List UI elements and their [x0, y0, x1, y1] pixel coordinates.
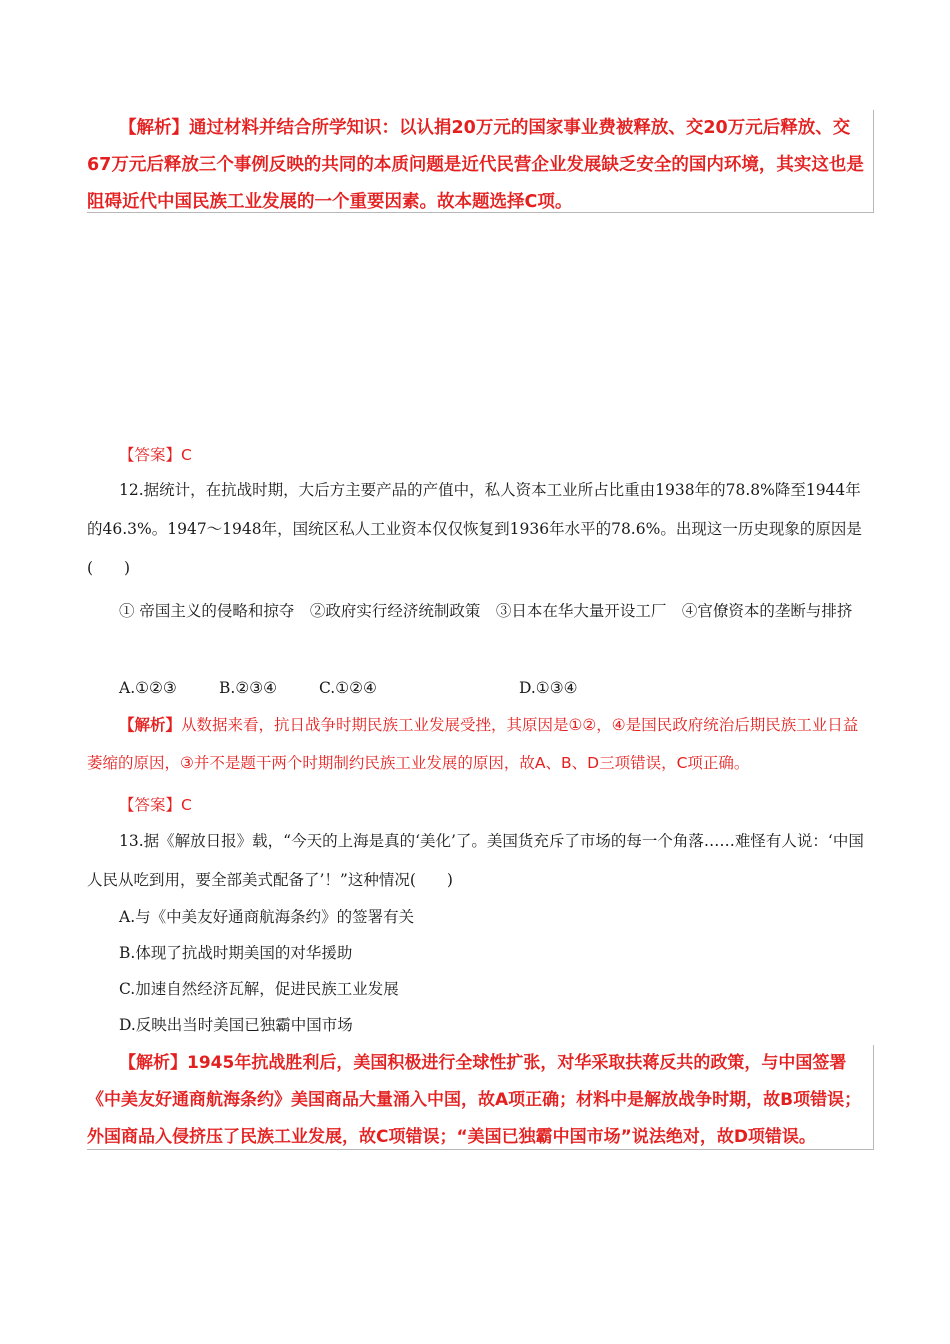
question-12-options — [119, 673, 578, 703]
answer-11: 【答案】C — [119, 446, 192, 464]
question-12-items: ① 帝国主义的侵略和掠夺 ②政府实行经济统制政策 ③日本在华大量开设工厂 ④官僚资本的垄断与排挤 — [119, 602, 853, 620]
question-13-option-c: C.加速自然经济瓦解，促进民族工业发展 — [119, 980, 399, 998]
analysis-box-1 — [87, 110, 874, 213]
analysis-text: 通过材料并结合所学知识：以认捐20万元的国家事业费被释放、交20万元后释放、交67万元后释放三个事例反映的共同的本质问题是近代民营企业发展缺乏安全的国内环境，其实这也是阻碍近代中国民族工业发展的一个重要因素。故本题选择C项。 — [87, 118, 864, 212]
question-13-option-a: A.与《中美友好通商航海条约》的签署有关 — [119, 908, 415, 926]
option-d: D.①③④ — [519, 679, 578, 697]
analysis-text: 从数据来看，抗日战争时期民族工业发展受挫，其原因是①②，④是国民政府统治后期民族工业日益萎缩的原因，③并不是题干两个时期制约民族工业发展的原因，故A、B、D三项错误，C项正确。 — [87, 716, 859, 772]
question-12-analysis — [87, 706, 873, 782]
analysis-text: 1945年抗战胜利后，美国积极进行全球性扩张，对华采取扶蒋反共的政策，与中国签署《中美友好通商航海条约》美国商品大量涌入中国，故A项正确；材料中是解放战争时期，故B项错误；外国商品入侵挤压了民族工业发展，故C项错误；“美国已独霸中国市场”说法绝对，故D项错误。 — [87, 1053, 862, 1147]
option-c: C.①②④ — [319, 679, 377, 697]
question-13-option-d: D.反映出当时美国已独霸中国市场 — [119, 1016, 353, 1034]
question-12-stem: 12.据统计，在抗战时期，大后方主要产品的产值中，私人资本工业所占比重由1938年的78.8%降至1944年的46.3%。1947～1948年，国统区私人工业资本仅仅恢复到1936年水平的78.6%。出现这一历史现象的原因是( ) — [87, 481, 862, 577]
analysis-label: 【解析】 — [119, 1053, 187, 1073]
question-13-stem: 13.据《解放日报》载，“今天的上海是真的‘美化’了。美国货充斥了市场的每一个角落……难怪有人说：‘中国人民从吃到用，要全部美式配备了’！”这种情况( ) — [87, 832, 864, 889]
option-b: B.②③④ — [219, 679, 278, 697]
analysis-label: 【解析】 — [119, 118, 189, 138]
answer-12: 【答案】C — [119, 796, 192, 814]
question-13-option-b: B.体现了抗战时期美国的对华援助 — [119, 944, 353, 962]
analysis-label: 【解析】 — [119, 716, 182, 734]
analysis-box-13 — [87, 1045, 874, 1150]
option-a: A.①②③ — [119, 679, 177, 697]
